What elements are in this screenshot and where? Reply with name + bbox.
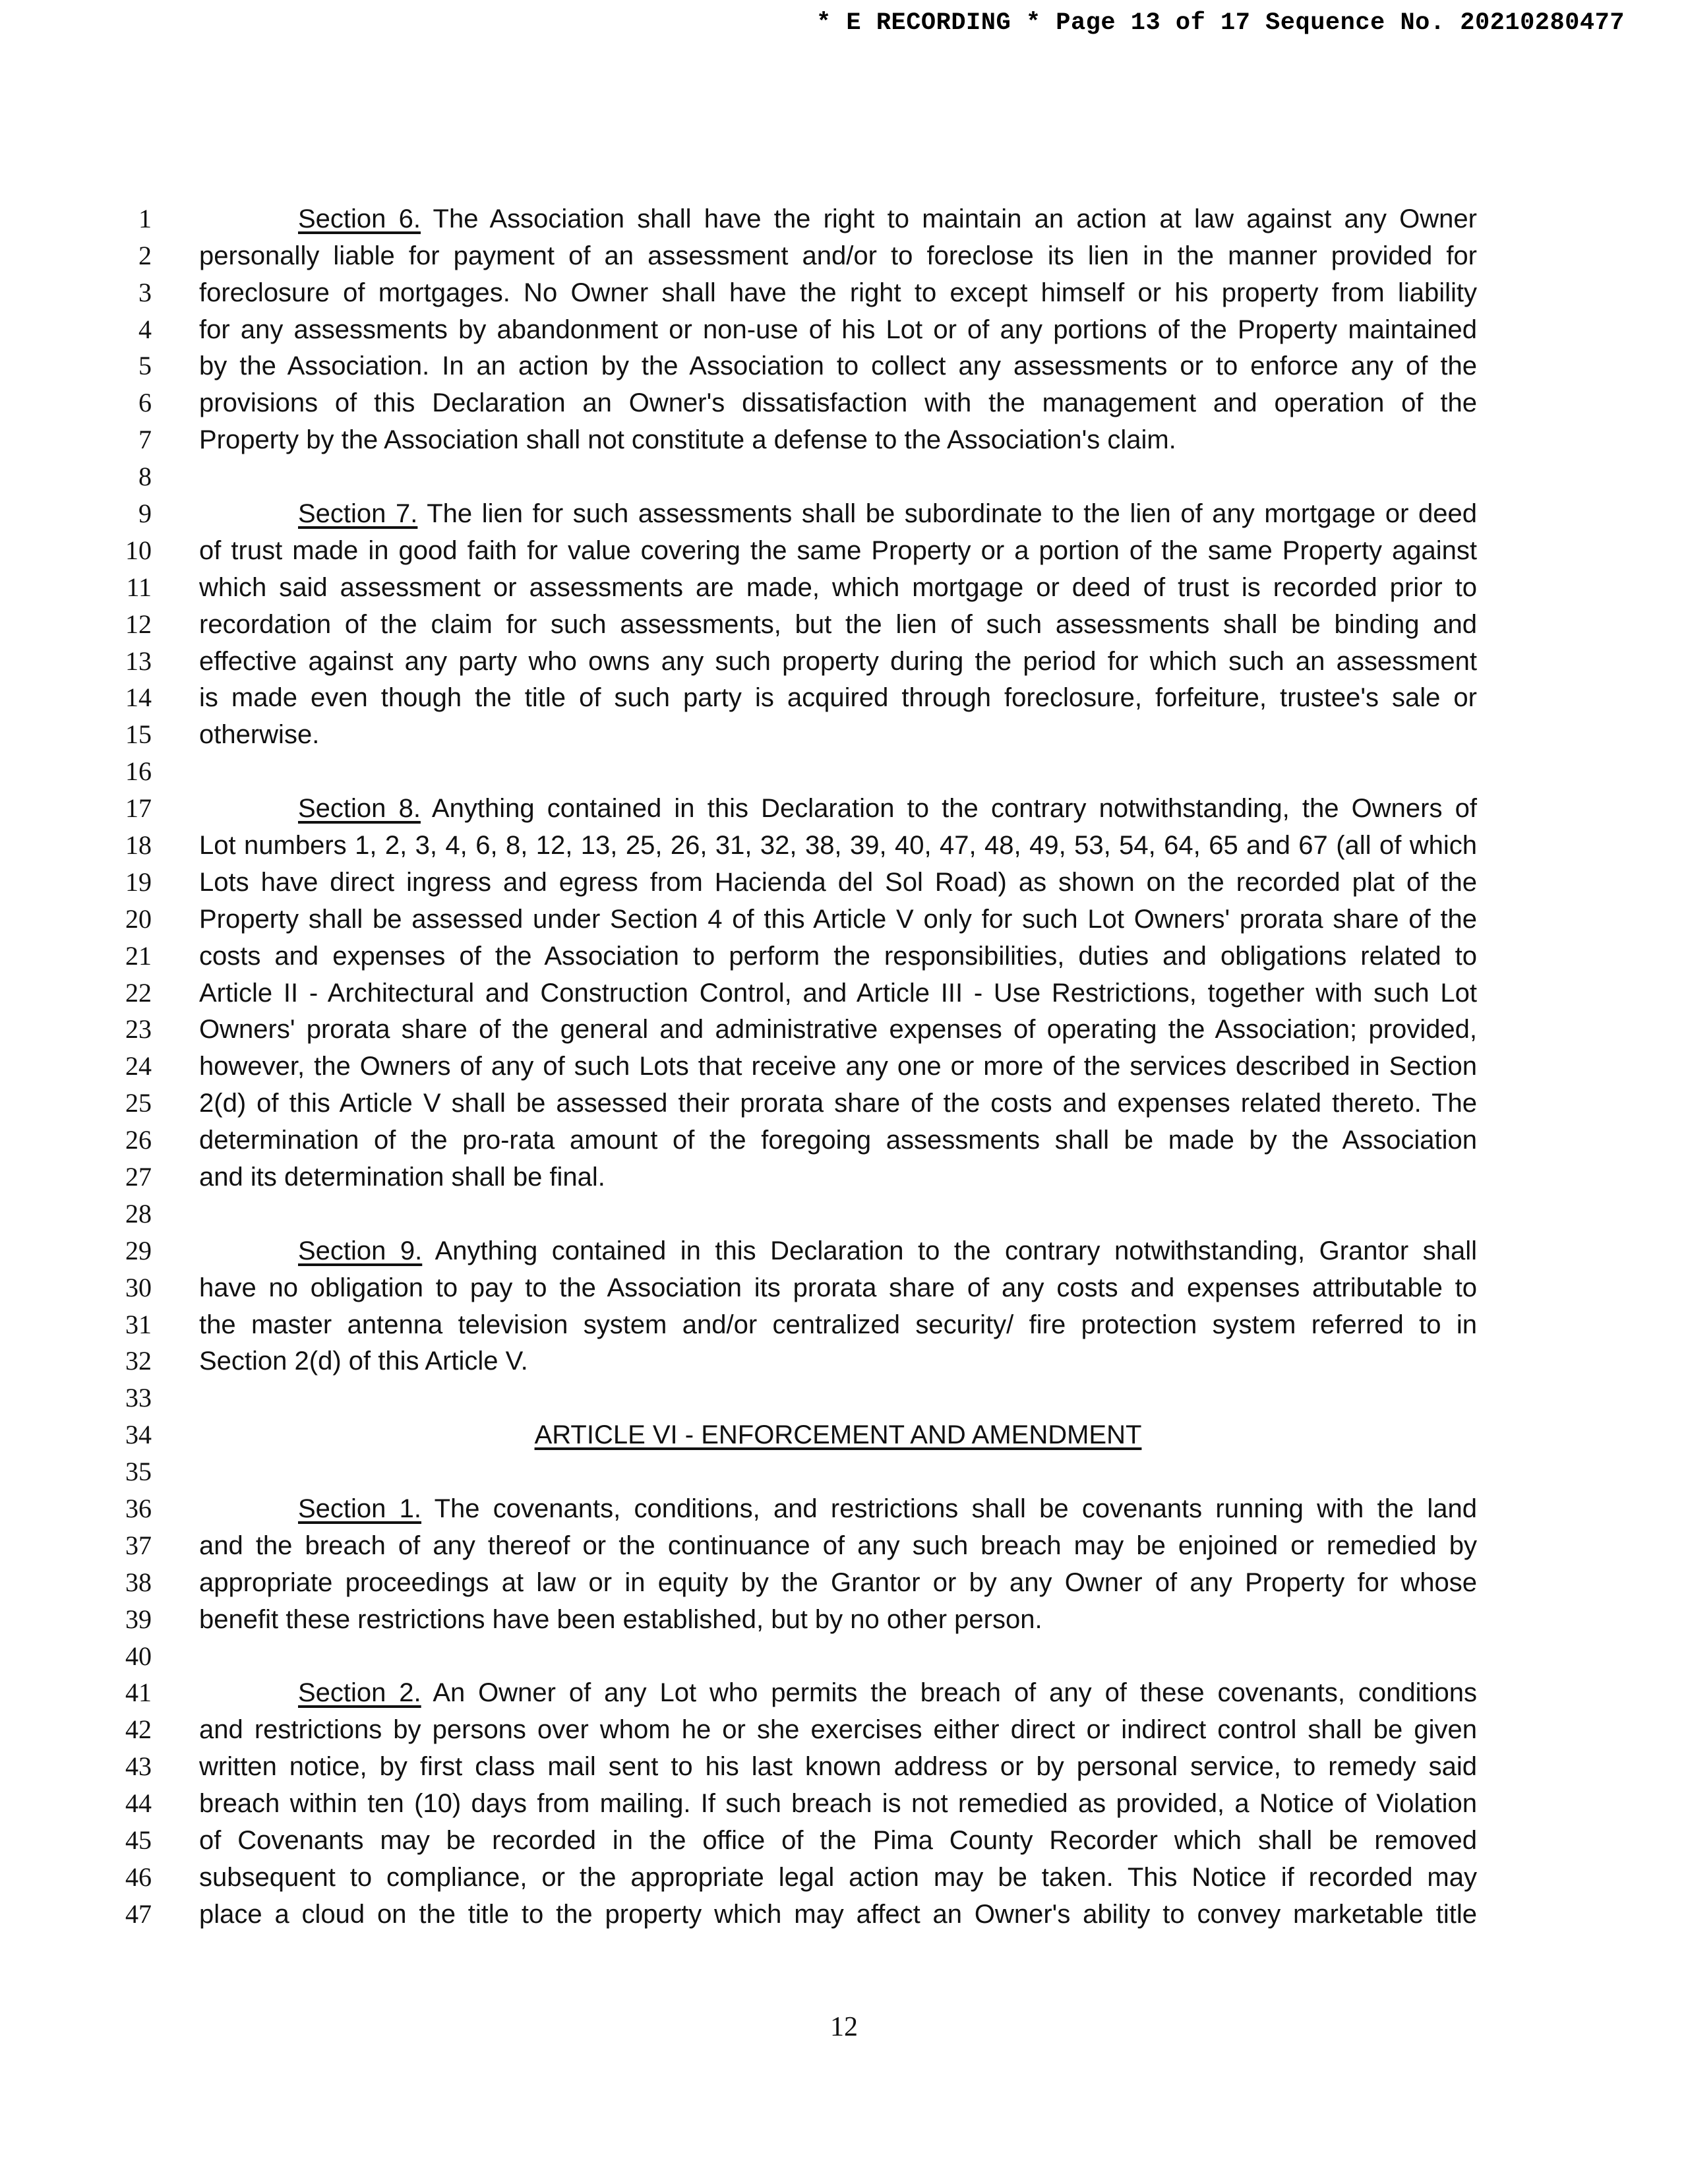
line-number: 17 bbox=[125, 793, 152, 823]
section-8-line: Lot numbers 1, 2, 3, 4, 6, 8, 12, 13, 25, 26, 31, 32, 38, 39, 40, 47, 48, 49, 53, 54, 64, 65 and 67 (all of which bbox=[199, 831, 1477, 860]
line-number: 5 bbox=[138, 351, 152, 380]
line-number: 25 bbox=[125, 1088, 152, 1118]
line-number: 24 bbox=[125, 1051, 152, 1081]
line-number: 19 bbox=[125, 867, 152, 897]
article-6-section-1-line: appropriate proceedings at law or in equity by the Grantor or by any Owner of any Property for whose bbox=[199, 1568, 1477, 1597]
section-8-line: and its determination shall be final. bbox=[199, 1163, 605, 1192]
article-6-section-1-label: Section 1. bbox=[298, 1494, 422, 1523]
section-6-line: personally liable for payment of an assessment and/or to foreclose its lien in the manner provided for bbox=[199, 241, 1477, 270]
line-number: 6 bbox=[138, 388, 152, 417]
line-number: 43 bbox=[125, 1751, 152, 1781]
line-number: 27 bbox=[125, 1162, 152, 1192]
line-number: 42 bbox=[125, 1714, 152, 1744]
section-8-line: Property shall be assessed under Section 4 of this Article V only for such Lot Owners' prorata share of the bbox=[199, 905, 1477, 934]
line-number: 47 bbox=[125, 1899, 152, 1929]
section-7-line: of trust made in good faith for value covering the same Property or a portion of the same Property against bbox=[199, 536, 1477, 565]
section-8-line: Lots have direct ingress and egress from Hacienda del Sol Road) as shown on the recorded plat of the bbox=[199, 868, 1477, 897]
section-8-line: Section 8. Anything contained in this Declaration to the contrary notwithstanding, the Owners of bbox=[298, 794, 1478, 823]
line-number: 38 bbox=[125, 1567, 152, 1597]
article-6-section-2-label: Section 2. bbox=[298, 1678, 421, 1707]
line-number: 46 bbox=[125, 1862, 152, 1892]
section-6-line: foreclosure of mortgages. No Owner shall have the right to except himself or his property from liability bbox=[199, 278, 1477, 307]
section-6-line: Property by the Association shall not constitute a defense to the Association's claim. bbox=[199, 425, 1176, 454]
line-number: 35 bbox=[125, 1457, 152, 1486]
line-number: 28 bbox=[125, 1199, 152, 1228]
article-6-section-1-line: benefit these restrictions have been established, but by no other person. bbox=[199, 1605, 1042, 1634]
line-number: 29 bbox=[125, 1236, 152, 1265]
line-number: 9 bbox=[138, 499, 152, 528]
section-9-label: Section 9. bbox=[298, 1236, 423, 1265]
line-number: 14 bbox=[125, 682, 152, 712]
line-number: 20 bbox=[125, 904, 152, 934]
article-6-section-1-line: Section 1. The covenants, conditions, and restrictions shall be covenants running with the land bbox=[298, 1494, 1477, 1523]
line-number: 26 bbox=[125, 1125, 152, 1155]
section-6-line: Section 6. The Association shall have the right to maintain an action at law against any Owner bbox=[298, 204, 1477, 233]
section-8-line: 2(d) of this Article V shall be assessed their prorata share of the costs and expenses related thereto. The bbox=[199, 1089, 1477, 1118]
article-6-section-2-line: and restrictions by persons over whom he or she exercises either direct or indirect control shall be given bbox=[199, 1715, 1477, 1744]
section-8-line: determination of the pro-rata amount of the foregoing assessments shall be made by the Association bbox=[199, 1126, 1477, 1155]
line-number: 36 bbox=[125, 1494, 152, 1523]
section-9-line: Section 2(d) of this Article V. bbox=[199, 1347, 528, 1376]
line-number: 3 bbox=[138, 278, 152, 307]
line-number: 7 bbox=[138, 425, 152, 454]
section-6-line: for any assessments by abandonment or non-use of his Lot or of any portions of the Property maintained bbox=[199, 315, 1477, 344]
article-6-section-2-line: breach within ten (10) days from mailing. If such breach is not remedied as provided, a Notice of Violation bbox=[199, 1789, 1477, 1818]
section-8-line: Owners' prorata share of the general and administrative expenses of operating the Association; provided, bbox=[199, 1015, 1477, 1044]
section-9-line: the master antenna television system and/or centralized security/ fire protection system referred to in bbox=[199, 1310, 1477, 1339]
line-number: 23 bbox=[125, 1014, 152, 1044]
page-number: 12 bbox=[830, 2012, 858, 2042]
section-9-line: have no obligation to pay to the Association its prorata share of any costs and expenses attributable to bbox=[199, 1273, 1477, 1302]
line-number: 37 bbox=[125, 1531, 152, 1560]
line-number: 45 bbox=[125, 1825, 152, 1855]
line-number: 4 bbox=[138, 315, 152, 344]
line-number: 15 bbox=[125, 719, 152, 749]
line-number: 34 bbox=[125, 1420, 152, 1449]
section-8-line: however, the Owners of any of such Lots that receive any one or more of the services described in Section bbox=[199, 1052, 1477, 1081]
section-7-line: recordation of the claim for such assessments, but the lien of such assessments shall be binding and bbox=[199, 610, 1477, 639]
section-7-line: effective against any party who owns any such property during the period for which such an assessment bbox=[199, 647, 1477, 676]
line-number: 1 bbox=[138, 204, 152, 233]
section-6-line: provisions of this Declaration an Owner's dissatisfaction with the management and operation of the bbox=[199, 388, 1477, 417]
line-number: 16 bbox=[125, 756, 152, 786]
section-9-line: Section 9. Anything contained in this Declaration to the contrary notwithstanding, Grantor shall bbox=[298, 1236, 1478, 1265]
line-number: 21 bbox=[125, 941, 152, 971]
article-heading: ARTICLE VI - ENFORCEMENT AND AMENDMENT bbox=[534, 1420, 1142, 1449]
section-6-label: Section 6. bbox=[298, 204, 421, 233]
line-number: 30 bbox=[125, 1273, 152, 1302]
line-number: 10 bbox=[125, 535, 152, 565]
section-8-line: costs and expenses of the Association to perform the responsibilities, duties and obligations related to bbox=[199, 942, 1477, 971]
line-number: 32 bbox=[125, 1346, 152, 1376]
line-number: 33 bbox=[125, 1383, 152, 1412]
section-7-line: is made even though the title of such party is acquired through foreclosure, forfeiture, trustee's sale or bbox=[199, 683, 1477, 712]
section-7-label: Section 7. bbox=[298, 499, 418, 528]
line-number: 13 bbox=[125, 646, 152, 676]
section-7-line: otherwise. bbox=[199, 720, 320, 749]
section-7-line: Section 7. The lien for such assessments shall be subordinate to the lien of any mortgage or deed bbox=[298, 499, 1478, 528]
line-number: 2 bbox=[138, 241, 152, 270]
section-6-line: by the Association. In an action by the Association to collect any assessments or to enforce any of the bbox=[199, 351, 1477, 380]
line-number: 31 bbox=[125, 1310, 152, 1339]
recording-header: * E RECORDING * Page 13 of 17 Sequence No. 20210280477 bbox=[816, 9, 1625, 37]
article-6-section-2-line: of Covenants may be recorded in the office of the Pima County Recorder which shall be removed bbox=[199, 1826, 1477, 1855]
section-8-label: Section 8. bbox=[298, 794, 421, 823]
section-8-line: Article II - Architectural and Construction Control, and Article III - Use Restrictions, together with such Lot bbox=[199, 979, 1477, 1008]
article-6-section-2-line: written notice, by first class mail sent to his last known address or by personal service, to remedy said bbox=[199, 1752, 1477, 1781]
article-6-section-2-line: Section 2. An Owner of any Lot who permits the breach of any of these covenants, conditions bbox=[298, 1678, 1478, 1707]
line-number: 11 bbox=[126, 572, 152, 602]
line-number: 8 bbox=[138, 462, 152, 491]
article-6-section-2-line: place a cloud on the title to the property which may affect an Owner's ability to convey marketable title bbox=[199, 1900, 1477, 1929]
line-number: 18 bbox=[125, 830, 152, 860]
line-number: 44 bbox=[125, 1788, 152, 1818]
line-number: 22 bbox=[125, 978, 152, 1008]
article-6-section-2-line: subsequent to compliance, or the appropriate legal action may be taken. This Notice if recorded may bbox=[199, 1863, 1477, 1892]
line-number: 12 bbox=[125, 609, 152, 639]
line-number: 39 bbox=[125, 1604, 152, 1634]
line-number: 40 bbox=[125, 1641, 152, 1671]
line-number: 41 bbox=[125, 1678, 152, 1707]
article-6-section-1-line: and the breach of any thereof or the continuance of any such breach may be enjoined or remedied by bbox=[199, 1531, 1477, 1560]
section-7-line: which said assessment or assessments are made, which mortgage or deed of trust is recorded prior to bbox=[199, 573, 1477, 602]
